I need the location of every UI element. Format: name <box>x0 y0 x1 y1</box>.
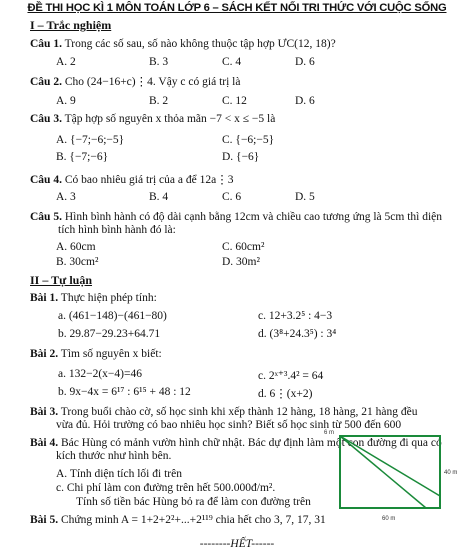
label-top: 6 m <box>324 430 335 436</box>
exercise-text-cont: kích thước như hình bên. <box>56 450 172 462</box>
exercise-item: Tính số tiền bác Hùng bỏ ra để làm con đường trên <box>76 496 311 508</box>
exercise-item: c. 12+3.2⁵ : 4−3 <box>258 310 333 322</box>
exercise-item: b. 29.87−29.23+64.71 <box>58 328 161 340</box>
option: A. 2 <box>56 56 76 68</box>
exercise-item: b. 9x−4x = 6¹⁷ : 6¹⁵ + 48 : 12 <box>58 386 191 398</box>
exercise-item: c. 2ˣ⁺³.4² = 64 <box>258 370 324 382</box>
exercise-item: d. (3⁸+24.3⁵) : 3⁴ <box>258 328 337 340</box>
exercise-text: Thực hiện phép tính: <box>60 292 157 304</box>
option: A. 3 <box>56 191 76 203</box>
exercise-text: Trong buổi chào cờ, số học sinh khi xếp thành 12 hàng, 18 hàng, 21 hàng đều <box>60 406 418 418</box>
part2-heading: II – Tự luận <box>30 273 93 287</box>
exercise-item: d. 6⋮(x+2) <box>258 388 313 400</box>
question-3 <box>30 113 275 125</box>
exercise-number: Bài 2. <box>30 348 59 360</box>
question-text-cont: tích hình bình hành đó là: <box>58 224 176 236</box>
exercise-item: c. Chi phí làm con đường trên hết 500.000đ/m². <box>56 482 276 494</box>
question-text: Cho (24−16+c)⋮4. Vậy c có giá trị là <box>64 76 241 88</box>
option: B. 4 <box>149 191 169 203</box>
exercise-number: Bài 3. <box>30 406 59 418</box>
exercise-number: Bài 1. <box>30 292 59 304</box>
option: B. 30cm² <box>56 256 99 268</box>
question-5 <box>30 211 442 223</box>
question-number: Câu 4. <box>30 174 62 186</box>
exercise-text: Chứng minh A = 1+2+2²+...+2¹¹⁹ chia hết cho 3, 7, 17, 31 <box>61 514 326 526</box>
garden-outline <box>340 436 440 508</box>
option: B. 3 <box>149 56 169 68</box>
option: A. 60cm <box>56 241 96 253</box>
option: C. 60cm² <box>222 241 265 253</box>
option: C. 6 <box>222 191 242 203</box>
option: B. {−7;−6} <box>56 151 109 163</box>
question-text: Trong các số sau, số nào không thuộc tập hợp ƯC(12, 18)? <box>64 38 336 50</box>
option: D. {−6} <box>222 151 260 163</box>
option: C. {−6;−5} <box>222 134 275 146</box>
option: D. 30m² <box>222 256 260 268</box>
question-number: Câu 1. <box>30 38 62 50</box>
question-number: Câu 3. <box>30 113 62 125</box>
question-1 <box>30 38 336 50</box>
exercise-text: Bác Hùng có mảnh vườn hình chữ nhật. Bác dự định làm một con đường đi qua có <box>61 437 442 449</box>
option: A. {−7;−6;−5} <box>56 134 125 146</box>
option: D. 6 <box>295 56 315 68</box>
exercise-number: Bài 5. <box>30 514 59 526</box>
option: D. 6 <box>295 95 315 107</box>
question-text: Hình bình hành có độ dài cạnh bằng 12cm và chiều cao tương ứng là 5cm thì diện <box>64 211 443 223</box>
exercise-item: a. 132−2(x−4)=46 <box>58 368 142 380</box>
question-number: Câu 5. <box>30 211 62 223</box>
end-marker: --------HẾT------ <box>199 538 275 550</box>
exercise-text: Tìm số nguyên x biết: <box>60 348 162 360</box>
question-number: Câu 2. <box>30 76 62 88</box>
option: D. 5 <box>295 191 315 203</box>
path-line-bottom <box>340 436 426 508</box>
label-right: 40 m <box>444 470 458 476</box>
part1-heading: I – Trắc nghiệm <box>30 18 112 32</box>
exercise-5 <box>30 514 326 526</box>
question-2 <box>30 74 240 88</box>
exercise-text-cont: vừa đủ. Hỏi trường có bao nhiêu học sinh? Biết số học sinh từ 500 đến 600 <box>56 419 402 431</box>
garden-figure <box>322 424 464 524</box>
page-title: ĐỀ THI HỌC KÌ 1 MÔN TOÁN LỚP 6 – SÁCH KẾT NỐI TRI THỨC VỚI CUỘC SỐNG <box>27 2 447 14</box>
exercise-item: a. (461−148)−(461−80) <box>58 310 167 322</box>
exercise-item: A. Tính diện tích lối đi trên <box>56 468 182 480</box>
exercise-2 <box>30 348 162 360</box>
question-4 <box>30 172 233 186</box>
option: B. 2 <box>149 95 169 107</box>
option: C. 4 <box>222 56 242 68</box>
path-line-top <box>340 436 440 496</box>
exercise-number: Bài 4. <box>30 437 59 449</box>
label-bottom: 60 m <box>382 516 396 522</box>
exercise-1 <box>30 292 157 304</box>
exercise-3 <box>30 406 417 418</box>
question-text: Có bao nhiêu giá trị của a để 12a⋮3 <box>64 174 234 186</box>
question-text: Tập hợp số nguyên x thỏa mãn −7 < x ≤ −5 là <box>64 113 276 125</box>
option: A. 9 <box>56 95 76 107</box>
option: C. 12 <box>222 95 247 107</box>
